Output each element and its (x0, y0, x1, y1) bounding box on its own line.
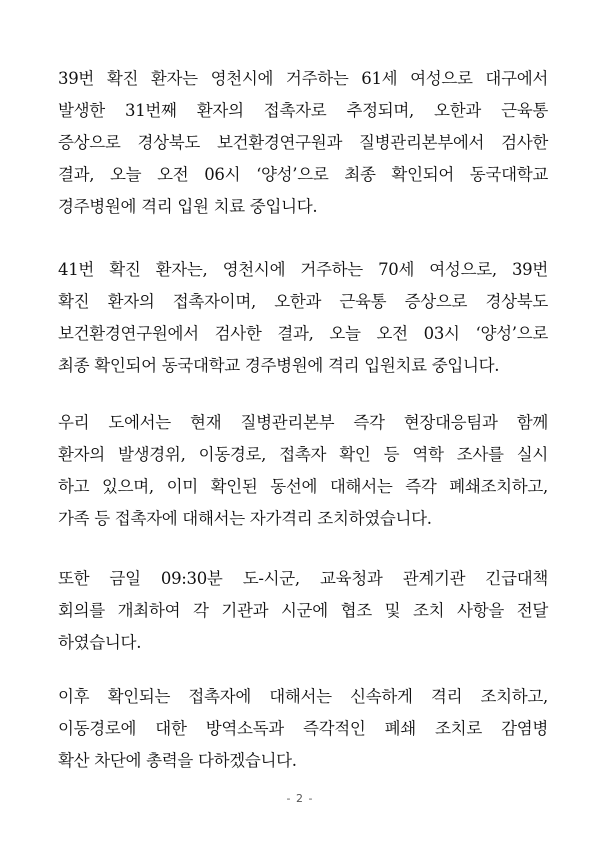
paragraph-case-41 (58, 254, 548, 382)
paragraph-line: 증상으로 경상북도 보건환경연구원과 질병관리본부에서 검사한 (58, 133, 548, 152)
paragraph-line: 보건환경연구원에서 검사한 결과, 오늘 오전 03시 ‘양성’으로 (58, 324, 548, 343)
paragraph-line: 확진 환자의 접촉자이며, 오한과 근육통 증상으로 경상북도 (58, 292, 548, 311)
paragraph-response (58, 407, 548, 535)
paragraph-line: 결과, 오늘 오전 06시 ‘양성’으로 최종 확인되어 동국대학교 (58, 165, 548, 184)
page-number: - 2 - (286, 792, 314, 805)
paragraph-line: 39번 확진 환자는 영천시에 거주하는 61세 여성으로 대구에서 (58, 69, 548, 88)
paragraph-line: 가족 등 접촉자에 대해서는 자가격리 조치하였습니다. (58, 509, 432, 528)
paragraph-line: 최종 확인되어 동국대학교 경주병원에 격리 입원치료 중입니다. (58, 356, 500, 375)
paragraph-case-39 (58, 63, 548, 223)
paragraph-line: 또한 금일 09:30분 도-시군, 교육청과 관계기관 긴급대책 (58, 569, 548, 588)
paragraph-line: 발생한 31번째 환자의 접촉자로 추정되며, 오한과 근육통 (58, 101, 548, 120)
paragraph-line: 41번 확진 환자는, 영천시에 거주하는 70세 여성으로, 39번 (58, 260, 548, 279)
paragraph-line: 확산 차단에 총력을 다하겠습니다. (58, 751, 297, 770)
paragraph-line: 회의를 개최하여 각 기관과 시군에 협조 및 조치 사항을 전달 (58, 601, 548, 620)
paragraph-line: 경주병원에 격리 입원 치료 중입니다. (58, 197, 318, 216)
paragraph-line: 우리 도에서는 현재 질병관리본부 즉각 현장대응팀과 함께 (58, 413, 548, 432)
paragraph-follow-up (58, 681, 548, 777)
paragraph-line: 환자의 발생경위, 이동경로, 접촉자 확인 등 역학 조사를 실시 (58, 445, 548, 464)
paragraph-meeting (58, 563, 548, 659)
paragraph-line: 하였습니다. (58, 633, 142, 652)
paragraph-line: 하고 있으며, 이미 확인된 동선에 대해서는 즉각 폐쇄조치하고, (58, 477, 548, 496)
paragraph-line: 이동경로에 대한 방역소독과 즉각적인 폐쇄 조치로 감염병 (58, 719, 548, 738)
paragraph-line: 이후 확인되는 접촉자에 대해서는 신속하게 격리 조치하고, (58, 687, 548, 706)
